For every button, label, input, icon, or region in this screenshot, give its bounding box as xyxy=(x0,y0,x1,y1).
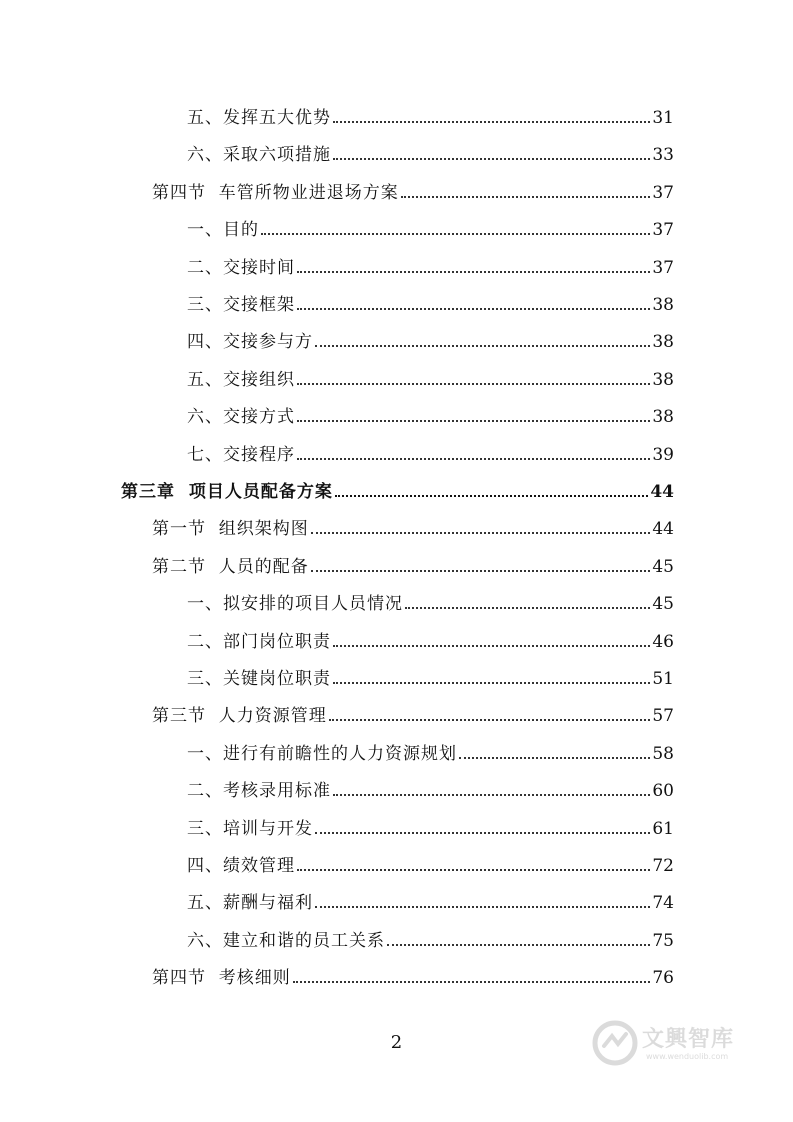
toc-entry[interactable] xyxy=(187,885,674,913)
toc-entry[interactable] xyxy=(187,624,674,652)
toc-entry[interactable] xyxy=(187,773,674,801)
toc-dot-leader xyxy=(335,495,648,497)
toc-entry[interactable] xyxy=(187,811,674,839)
toc-entry-title: 五、交接组织 xyxy=(187,369,295,390)
toc-dot-leader xyxy=(405,607,650,609)
toc-entry[interactable] xyxy=(187,362,674,390)
toc-entry-page: 37 xyxy=(652,220,674,241)
toc-entry[interactable] xyxy=(152,698,674,726)
toc-entry[interactable] xyxy=(152,175,674,203)
toc-entry-page: 44 xyxy=(650,482,674,502)
toc-entry-title: 第二节 人员的配备 xyxy=(152,556,309,577)
toc-entry-page: 75 xyxy=(652,930,674,951)
toc-entry[interactable] xyxy=(187,923,674,951)
toc-dot-leader xyxy=(297,383,650,385)
toc-dot-leader xyxy=(401,196,651,198)
toc-entry-page: 61 xyxy=(652,818,674,839)
toc-entry-page: 51 xyxy=(652,669,674,689)
toc-entry[interactable] xyxy=(187,661,674,689)
toc-entry[interactable] xyxy=(121,474,674,502)
toc-entry[interactable] xyxy=(152,511,674,539)
toc-dot-leader xyxy=(297,308,650,310)
toc-dot-leader xyxy=(387,944,650,946)
watermark-brand: 文興智库 xyxy=(642,1027,735,1052)
toc-entry[interactable] xyxy=(187,212,674,240)
toc-dot-leader xyxy=(315,906,650,908)
toc-dot-leader xyxy=(459,757,650,759)
toc-dot-leader xyxy=(329,719,651,721)
toc-dot-leader xyxy=(311,570,651,572)
toc-entry-title: 二、部门岗位职责 xyxy=(187,631,331,652)
toc-entry-title: 第四节 考核细则 xyxy=(152,968,291,989)
toc-entry[interactable] xyxy=(152,549,674,577)
toc-entry-title: 六、建立和谐的员工关系 xyxy=(187,930,385,951)
toc-entry-title: 二、考核录用标准 xyxy=(187,781,331,802)
toc-entry-title: 六、交接方式 xyxy=(187,407,295,428)
toc-entry-page: 45 xyxy=(652,594,674,615)
toc-entry[interactable] xyxy=(187,137,674,165)
toc-dot-leader xyxy=(311,532,651,534)
toc-entry-page: 37 xyxy=(652,182,674,203)
toc-entry-title: 七、交接程序 xyxy=(187,444,295,465)
toc-entry-page: 58 xyxy=(652,743,674,764)
toc-entry-title: 三、培训与开发 xyxy=(187,818,313,839)
watermark-logo-icon xyxy=(592,1020,638,1066)
toc-entry[interactable] xyxy=(187,100,674,128)
toc-entry-title: 第三节 人力资源管理 xyxy=(152,706,327,727)
watermark xyxy=(592,1016,752,1072)
toc-entry-page: 37 xyxy=(652,257,674,278)
toc-entry-title: 一、目的 xyxy=(187,220,259,241)
toc-dot-leader xyxy=(333,682,650,684)
toc-entry[interactable] xyxy=(187,586,674,614)
toc-dot-leader xyxy=(297,869,650,871)
toc-entry-page: 44 xyxy=(652,519,674,540)
toc-entry-title: 第三章 项目人员配备方案 xyxy=(121,482,333,502)
toc-entry-title: 第一节 组织架构图 xyxy=(152,519,309,540)
toc-entry-page: 39 xyxy=(652,444,674,465)
toc-dot-leader xyxy=(297,271,650,273)
toc-entry-page: 38 xyxy=(652,407,674,428)
toc-entry-page: 38 xyxy=(652,295,674,315)
toc-dot-leader xyxy=(261,233,650,235)
toc-entry-title: 五、薪酬与福利 xyxy=(187,893,313,914)
toc-dot-leader xyxy=(315,832,650,834)
toc-entry-page: 45 xyxy=(652,556,674,577)
toc-entry-page: 38 xyxy=(652,369,674,390)
toc-entry-title: 一、进行有前瞻性的人力资源规划 xyxy=(187,743,457,764)
toc-entry-page: 76 xyxy=(652,968,674,989)
toc-entry-page: 74 xyxy=(652,893,674,914)
toc-dot-leader xyxy=(333,121,650,123)
toc-entry-title: 四、绩效管理 xyxy=(187,856,295,876)
toc-entry-title: 三、交接框架 xyxy=(187,295,295,315)
toc-entry-page: 33 xyxy=(652,145,674,166)
toc-entry-page: 31 xyxy=(652,108,674,128)
toc-entry-title: 三、关键岗位职责 xyxy=(187,669,331,689)
toc-dot-leader xyxy=(333,794,650,796)
toc-entry[interactable] xyxy=(187,250,674,278)
watermark-domain: www.wenduolib.com xyxy=(646,1052,729,1061)
toc-entry[interactable] xyxy=(187,437,674,465)
toc-entry-page: 38 xyxy=(652,332,674,353)
toc-dot-leader xyxy=(333,158,650,160)
page-number: 2 xyxy=(390,1032,403,1053)
toc-entry-page: 60 xyxy=(652,781,674,802)
toc-dot-leader xyxy=(297,420,650,422)
toc-entry-page: 72 xyxy=(652,856,674,876)
toc-entry-title: 五、发挥五大优势 xyxy=(187,108,331,128)
toc-entry[interactable] xyxy=(187,848,674,876)
toc-entry-page: 57 xyxy=(652,706,674,727)
toc-entry[interactable] xyxy=(187,399,674,427)
toc-dot-leader xyxy=(297,458,650,460)
toc-dot-leader xyxy=(315,345,650,347)
toc-dot-leader xyxy=(333,645,650,647)
toc-entry-title: 四、交接参与方 xyxy=(187,332,313,353)
toc-entry[interactable] xyxy=(187,736,674,764)
toc-entry-page: 46 xyxy=(652,631,674,652)
toc-entry-title: 第四节 车管所物业进退场方案 xyxy=(152,182,399,203)
toc-entry-title: 六、采取六项措施 xyxy=(187,145,331,166)
toc-dot-leader xyxy=(293,981,651,983)
toc-entry[interactable] xyxy=(187,324,674,352)
toc-entry[interactable] xyxy=(152,960,674,988)
toc-entry[interactable] xyxy=(187,287,674,315)
toc-entry-title: 一、拟安排的项目人员情况 xyxy=(187,594,403,615)
toc-entry-title: 二、交接时间 xyxy=(187,257,295,278)
